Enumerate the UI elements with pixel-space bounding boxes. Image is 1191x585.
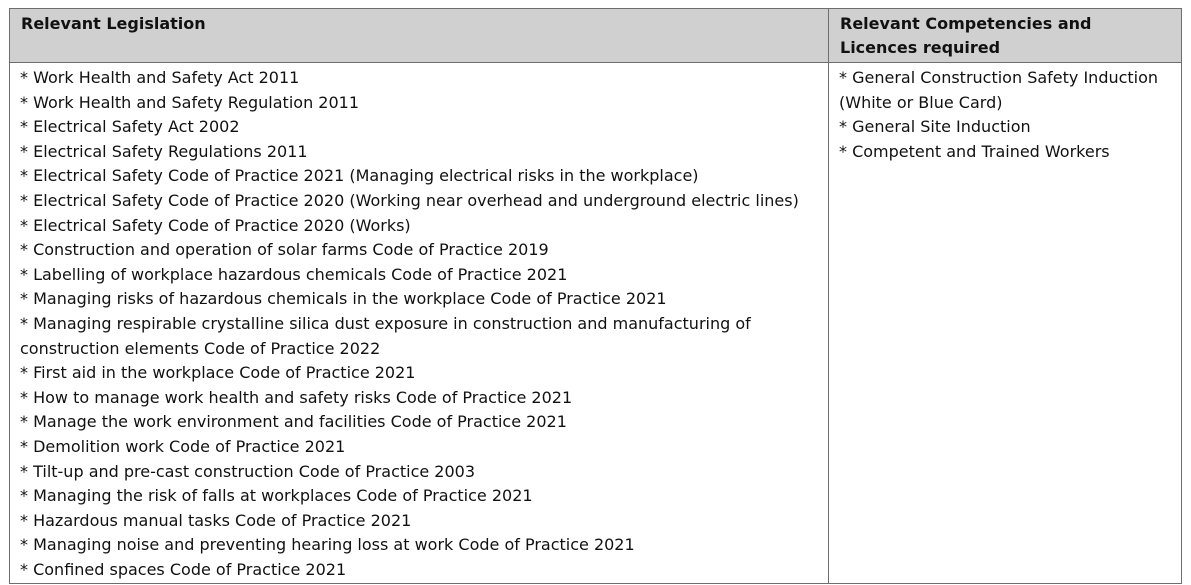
legislation-item: * Electrical Safety Code of Practice 2020 (Working near overhead and underground electric lines) [20,190,799,210]
header-relevant-legislation [10,9,829,63]
header-competencies-label: Relevant Competencies and Licences required [840,14,1092,57]
competency-item: * General Construction Safety Induction (White or Blue Card) [839,68,1159,112]
legislation-item: * Managing noise and preventing hearing loss at work Code of Practice 2021 [20,535,635,555]
table-row [10,63,1182,584]
legislation-item: * Demolition work Code of Practice 2021 [20,436,346,456]
legislation-item: * Hazardous manual tasks Code of Practice 2021 [20,510,412,530]
competency-item: * Competent and Trained Workers [839,141,1110,161]
legislation-competency-table [9,8,1182,584]
legislation-cell [10,63,829,584]
table-header-row [10,9,1182,63]
legislation-item: * Electrical Safety Regulations 2011 [20,141,308,161]
legislation-item: * Managing the risk of falls at workplaces Code of Practice 2021 [20,486,533,506]
legislation-item: * Managing respirable crystalline silica dust exposure in construction and manufacturing of construction elements Code of Practice 2022 [20,313,751,358]
legislation-item: * Tilt-up and pre-cast construction Code of Practice 2003 [20,461,476,481]
legislation-item: * Work Health and Safety Act 2011 [20,68,300,87]
competencies-cell [829,63,1182,584]
legislation-item: * Construction and operation of solar farms Code of Practice 2019 [20,240,549,260]
legislation-item: * Manage the work environment and facilities Code of Practice 2021 [20,412,567,432]
competency-item: * General Site Induction [839,117,1031,137]
legislation-item: * Electrical Safety Act 2002 [20,117,240,137]
legislation-item: * Electrical Safety Code of Practice 2020 (Works) [20,215,411,235]
legislation-item: * First aid in the workplace Code of Practice 2021 [20,363,416,383]
legislation-item: * Labelling of workplace hazardous chemicals Code of Practice 2021 [20,264,568,284]
legislation-item: * Managing risks of hazardous chemicals in the workplace Code of Practice 2021 [20,289,667,309]
header-competencies-licences [829,9,1182,63]
legislation-item: * How to manage work health and safety risks Code of Practice 2021 [20,387,573,407]
legislation-item: * Confined spaces Code of Practice 2021 [20,559,347,579]
legislation-item: * Work Health and Safety Regulation 2011 [20,92,360,112]
legislation-item: * Electrical Safety Code of Practice 2021 (Managing electrical risks in the workplace) [20,166,699,186]
header-legislation-label: Relevant Legislation [21,14,206,33]
